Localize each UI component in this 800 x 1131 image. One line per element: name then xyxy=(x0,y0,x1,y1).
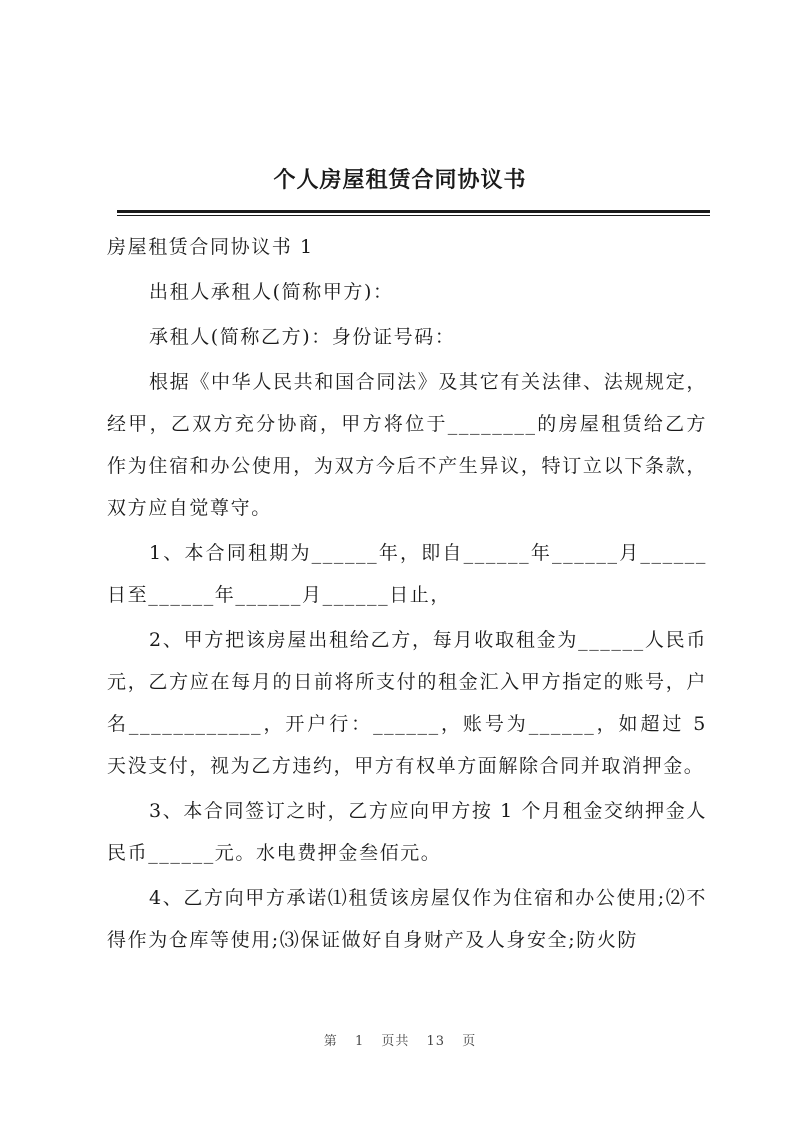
paragraph-clause-1: 1、本合同租期为______年，即自______年______月______日至______年______月______日止， xyxy=(107,542,707,606)
page-footer xyxy=(0,1030,800,1049)
paragraph-lessor: 出租人承租人(简称甲方)： xyxy=(149,281,394,303)
document-title: 个人房屋租赁合同协议书 xyxy=(273,168,527,193)
footer-current-page: 1 xyxy=(354,1034,365,1049)
paragraph-clause-4: 4、乙方向甲方承诺⑴租赁该房屋仅作为住宿和办公使用;⑵不得作为仓库等使用;⑶保证做好自身财产及人身安全;防火防 xyxy=(107,887,707,951)
footer-label-ye: 页 xyxy=(462,1034,477,1049)
document-body xyxy=(107,226,707,964)
footer-label-di: 第 xyxy=(323,1034,338,1049)
paragraph-heading: 房屋租赁合同协议书 1 xyxy=(107,236,314,258)
footer-label-ye-gong: 页共 xyxy=(381,1034,410,1049)
paragraph-clause-2: 2、甲方把该房屋出租给乙方，每月收取租金为______人民币元，乙方应在每月的日前将所支付的租金汇入甲方指定的账号，户名____________，开户行：______，账号为______，如超过 5 天没支付，视为乙方违约，甲方有权单方面解除合同并取消押金。 xyxy=(107,629,707,777)
footer-total-pages: 13 xyxy=(426,1034,446,1049)
paragraph-clause-3: 3、本合同签订之时，乙方应向甲方按 1 个月租金交纳押金人民币______元。水电费押金叁佰元。 xyxy=(107,800,707,864)
paragraph-preamble: 根据《中华人民共和国合同法》及其它有关法律、法规规定，经甲，乙双方充分协商，甲方将位于________的房屋租赁给乙方作为住宿和办公使用，为双方今后不产生异议，特订立以下条款，双方应自觉尊守。 xyxy=(107,371,707,519)
paragraph-lessee: 承租人(简称乙方)：身份证号码： xyxy=(149,326,456,348)
title-rule-thin xyxy=(117,215,710,216)
title-rule-thick xyxy=(117,210,710,213)
